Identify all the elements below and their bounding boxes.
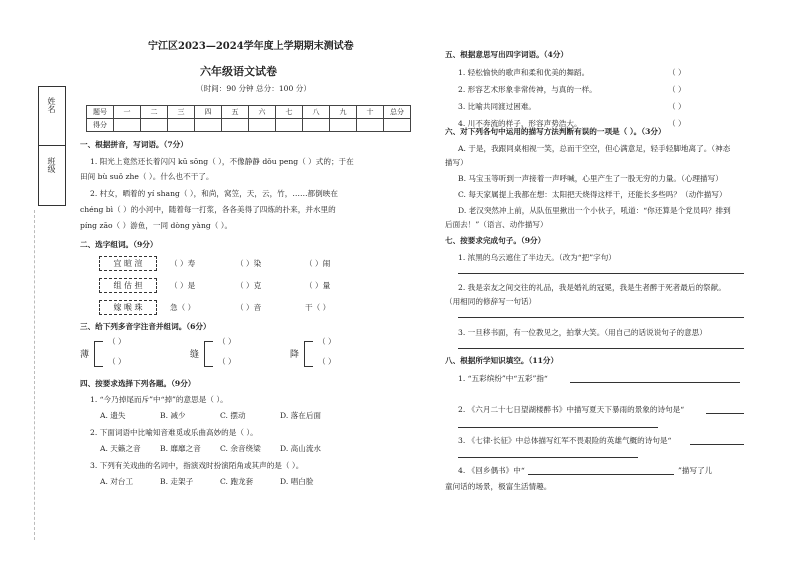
score-cell[interactable] <box>168 119 195 132</box>
binding-margin <box>38 86 66 206</box>
q4-option[interactable]: C. 摆动 <box>220 411 246 420</box>
q1-line2: 田间 bù suǒ zhe（ ）。什么也不干了。 <box>80 172 214 181</box>
q3-brace <box>94 341 103 367</box>
q3-title: 三、给下列多音字注音并组词。（6分） <box>80 322 211 331</box>
score-header-cell: 七 <box>276 106 303 119</box>
q1-line5: píng zāo（ ）游鱼，一同 dòng yàng（ ）。 <box>80 221 233 230</box>
q3-blank[interactable]: （ ） <box>218 337 236 346</box>
side-cell-top <box>39 87 65 146</box>
exam-subtitle: 六年级语文试卷 <box>200 65 277 78</box>
q3-blank[interactable]: （ ） <box>108 357 126 366</box>
q6-option-c[interactable]: C. 每天家属提上我都在想：太阳把天烧得这样干，还能长多些吗？（动作描写） <box>458 190 727 199</box>
score-row-label: 得分 <box>87 119 114 132</box>
score-header-cell: 九 <box>330 106 357 119</box>
q2-char-box-1: 宜 暄 渲 <box>99 256 157 271</box>
q5-item: 2. 形容艺术形象非常传神，与真的一样。 <box>458 85 597 94</box>
side-label-class: 班级 <box>47 157 56 173</box>
q8-answer-line[interactable] <box>690 444 744 445</box>
q6-option-d-cont: 后面去！”（语言、动作描写） <box>445 220 548 229</box>
q4-option[interactable]: D. 唱白脸 <box>280 477 314 486</box>
q5-answer-blank[interactable]: （ ） <box>668 85 686 94</box>
q6-option-d[interactable]: D. 老汉突然冲上前，从队伍里揪出一个小伙子，吼道：“你还算是个党员吗？排到 <box>458 206 731 215</box>
score-header-cell: 四 <box>195 106 222 119</box>
q3-char: 缝 <box>190 350 200 360</box>
q8-answer-line[interactable] <box>458 427 658 428</box>
q2-blank[interactable]: （ ）闹 <box>305 259 331 268</box>
q8-item4: 4. 《回乡偶书》中“ <box>458 466 525 475</box>
q3-char: 降 <box>290 350 300 360</box>
score-cell[interactable] <box>330 119 357 132</box>
q8-title: 八、根据所学知识填空。（11分） <box>445 356 559 365</box>
q2-blank[interactable]: （ ）染 <box>236 259 262 268</box>
score-table <box>86 105 411 132</box>
q3-brace <box>304 341 313 367</box>
score-cell[interactable] <box>276 119 303 132</box>
q7-answer-line[interactable] <box>458 317 744 318</box>
q5-item: 1. 轻松愉快的歌声和柔和优美的舞蹈。 <box>458 68 590 77</box>
q7-title: 七、按要求完成句子。（9分） <box>445 236 546 245</box>
score-header-cell: 五 <box>222 106 249 119</box>
q2-title: 二、选字组词。（9分） <box>80 240 158 249</box>
q8-item3: 3. 《七律·长征》中总体描写红军不畏艰险的英雄气概的诗句是“ <box>458 436 672 445</box>
score-header-cell: 六 <box>249 106 276 119</box>
q5-answer-blank[interactable]: （ ） <box>668 68 686 77</box>
q4-option[interactable]: D. 高山流水 <box>280 444 322 453</box>
score-header-cell: 一 <box>114 106 141 119</box>
q3-char: 薄 <box>80 350 90 360</box>
q2-blank[interactable]: 干（ ） <box>305 303 331 312</box>
q2-blank[interactable]: （ ）克 <box>236 281 262 290</box>
q1-title: 一、根据拼音，写词语。（7分） <box>80 140 188 149</box>
q2-blank[interactable]: （ ）寿 <box>170 259 196 268</box>
q7-item1: 1. 浓黑的乌云遮住了半边天。（改为“把”字句） <box>458 253 616 262</box>
q4-item2: 2. 下面词语中比喻知音难觅或乐曲高妙的是（ ）。 <box>90 428 258 437</box>
q3-blank[interactable]: （ ） <box>108 337 126 346</box>
q7-answer-line[interactable] <box>458 348 744 349</box>
q4-item1: 1. “今乃掉尾而斥”中“掉”的意思是（ ）。 <box>90 395 228 404</box>
q4-option[interactable]: C. 余音绕梁 <box>220 444 261 453</box>
exam-title: 宁江区2023—2024学年度上学期期末测试卷 <box>148 41 354 52</box>
q4-option[interactable]: A. 遗失 <box>100 411 126 420</box>
q4-option[interactable]: D. 落在后面 <box>280 411 322 420</box>
q5-item: 4. 川不奔流的样子，形容声势浩大。 <box>458 119 582 128</box>
q2-blank[interactable]: （ ）音 <box>236 303 262 312</box>
q2-char-box-3: 嫁 喉 珠 <box>99 300 157 315</box>
score-cell[interactable] <box>249 119 276 132</box>
q4-option[interactable]: B. 走架子 <box>160 477 194 486</box>
q8-item1: 1. “五彩缤纷”中“五彩”指“ <box>458 374 548 383</box>
q4-title: 四、按要求选择下列各题。（9分） <box>80 379 196 388</box>
q4-option[interactable]: B. 靡靡之音 <box>160 444 201 453</box>
q8-item2: 2. 《六月二十七日望湖楼醉书》中描写夏天下暴雨的景象的诗句是“ <box>458 405 685 414</box>
q7-item2: 2. 我是亲友之间交往的礼品，我是婚礼的冠冕，我是生者醉于死者最后的祭献。 <box>458 283 726 292</box>
q7-item3: 3. 一旦移书面，有一位教见之，拍掌大笑。（用自己的话说说句子的意思） <box>458 328 707 337</box>
q6-option-a-cont: 描写） <box>445 158 468 167</box>
side-label-name: 姓名 <box>47 97 56 113</box>
q2-blank[interactable]: （ ）量 <box>305 281 331 290</box>
q5-answer-blank[interactable]: （ ） <box>668 119 686 128</box>
q7-item2-instruction: （用相同的修辞写一句话） <box>445 297 537 306</box>
q3-brace <box>204 341 213 367</box>
q8-item4-end: 童问话的场景，极富生活情趣。 <box>445 482 552 491</box>
q5-item: 3. 比喻共同渡过困难。 <box>458 102 537 111</box>
q6-title: 六、对下列各句中运用的描写方法判断有误的一项是（ ）。（3分） <box>445 127 666 136</box>
score-header-cell: 二 <box>141 106 168 119</box>
q5-title: 五、根据意思写出四字词语。（4分） <box>445 50 568 59</box>
score-cell[interactable] <box>114 119 141 132</box>
score-cell[interactable] <box>384 119 411 132</box>
score-cell[interactable] <box>141 119 168 132</box>
q1-line4: chéng bì（ ）的小河中，随着每一打浆，各各美得了四炼的扑来，并水里的 <box>80 205 336 214</box>
q4-option[interactable]: B. 减少 <box>160 411 186 420</box>
exam-meta: （时间：90 分钟 总分：100 分） <box>196 84 311 93</box>
q8-answer-line[interactable] <box>528 474 674 475</box>
q8-answer-line[interactable] <box>706 413 744 414</box>
q8-answer-line[interactable] <box>458 457 638 458</box>
score-cell[interactable] <box>222 119 249 132</box>
q5-answer-blank[interactable]: （ ） <box>668 102 686 111</box>
q4-option[interactable]: C. 跑龙套 <box>220 477 254 486</box>
q2-char-box-2: 组 估 担 <box>99 278 157 293</box>
q6-option-a[interactable]: A. 于是，我跟同桌相视一笑，总而干空空，但心满意足，轻手轻脚地离了。（神态 <box>458 144 731 153</box>
score-header-cell: 八 <box>303 106 330 119</box>
score-header-cell: 总分 <box>384 106 411 119</box>
q2-blank[interactable]: （ ）是 <box>170 281 196 290</box>
q8-item4-cont: ”描写了儿 <box>678 466 713 475</box>
score-cell[interactable] <box>195 119 222 132</box>
score-header-cell: 三 <box>168 106 195 119</box>
score-header-row <box>87 106 411 119</box>
score-header-cell: 十 <box>357 106 384 119</box>
q3-blank[interactable]: （ ） <box>318 357 336 366</box>
q3-blank[interactable]: （ ） <box>318 337 336 346</box>
q4-option[interactable]: A. 对台工 <box>100 477 134 486</box>
q1-line1: 1. 阳光上竟然还长着闪闪 kū sōng（ ），不像静静 dǒu peng（ ）式的；于在 <box>90 157 354 166</box>
score-header-cell: 题号 <box>87 106 114 119</box>
q2-blank[interactable]: 急（ ） <box>170 303 196 312</box>
q4-option[interactable]: A. 天籁之音 <box>100 444 141 453</box>
q6-option-b[interactable]: B. 马宝玉等听到一声接着一声呼喊，心里产生了一股无穷的力量。（心理描写） <box>458 174 723 183</box>
score-cell[interactable] <box>357 119 384 132</box>
q8-answer-line[interactable] <box>570 382 740 383</box>
q1-line3: 2. 村女，晒着的 yí shang（ ），和尚，窝笠，天，云，竹，……都倒映在 <box>90 189 338 198</box>
score-value-row <box>87 119 411 132</box>
score-cell[interactable] <box>303 119 330 132</box>
q4-item3: 3. 下列有关戏曲的名词中，指演戏时扮演陌角或其声的是（ ）。 <box>90 461 304 470</box>
q7-answer-line[interactable] <box>458 273 744 274</box>
binding-line <box>34 210 36 540</box>
q3-blank[interactable]: （ ） <box>218 357 236 366</box>
